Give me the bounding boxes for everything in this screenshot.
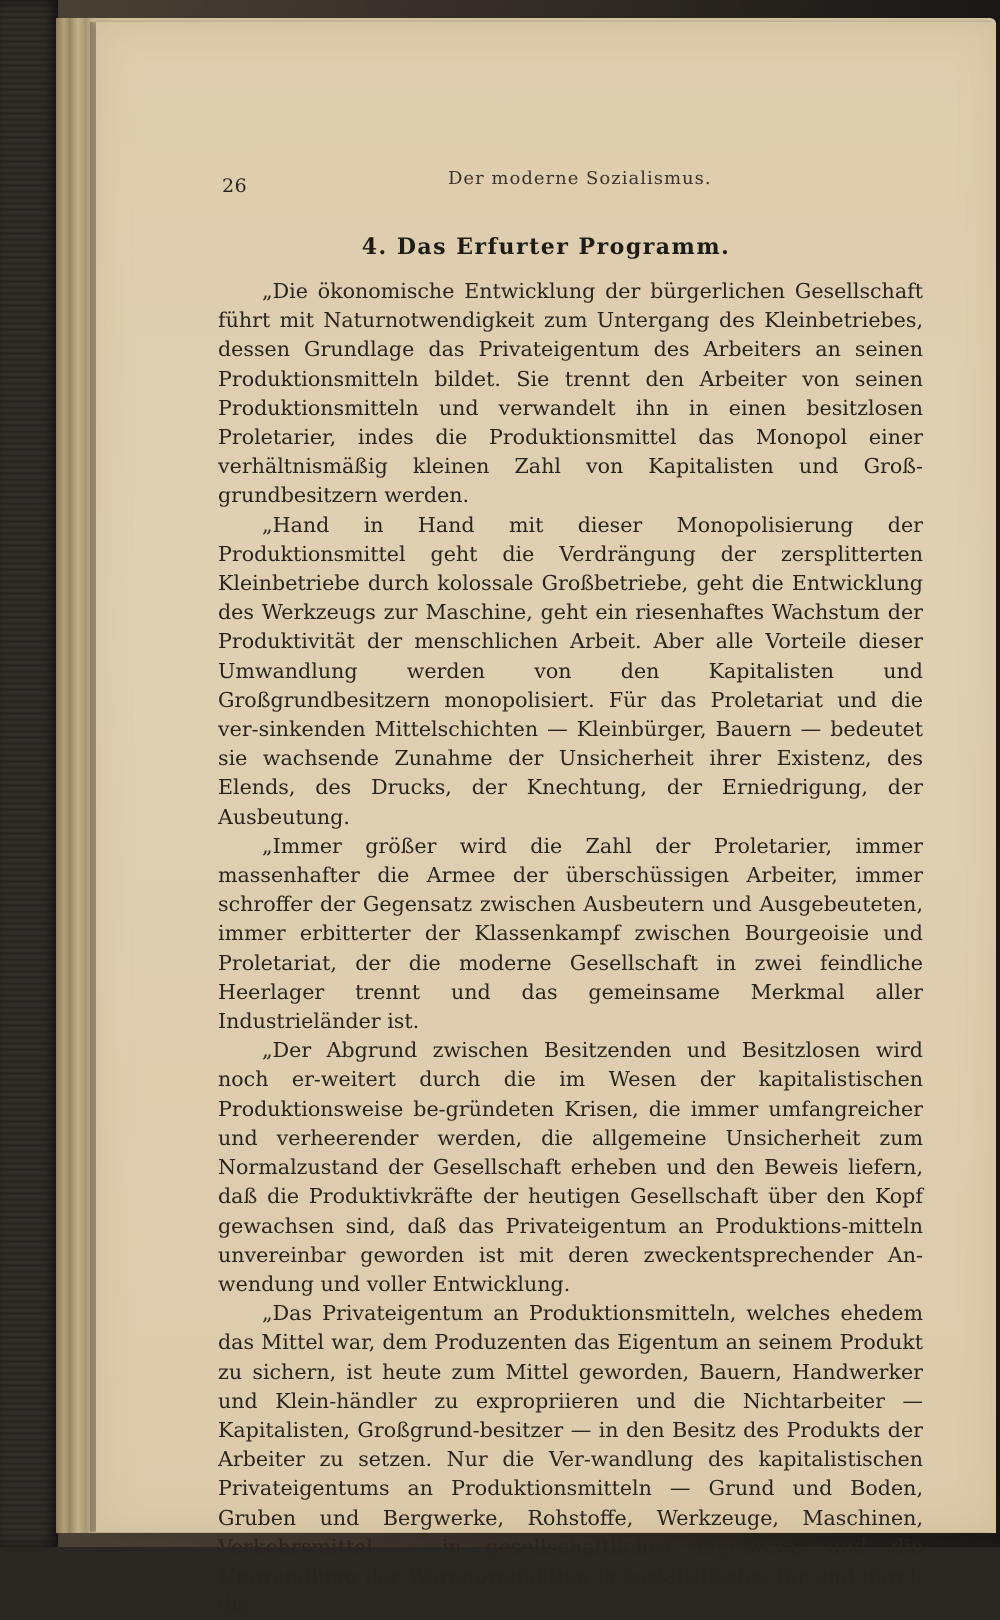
- page-number: 26: [222, 175, 248, 197]
- running-title: Der moderne Sozialismus.: [448, 168, 712, 189]
- paragraph-2: „Hand in Hand mit dieser Monopolisierung der Produktionsmittel geht die Verdrängung der zersplitterten Kleinbetriebe durch kolossale Großbetriebe, geht die Entwicklung des Werkzeugs zur Maschine, geht ein riesenhaftes Wachstum der Produktivität der menschlichen Arbeit. Aber alle Vorteile dieser Umwandlung werden von den Kapitalisten und Großgrundbesitzern monopolisiert. Für das Proletariat und die ver-sinkenden Mittelschichten — Kleinbürger, Bauern — bedeutet sie wachsende Zunahme der Unsicherheit ihrer Existenz, des Elends, des Drucks, der Knechtung, der Erniedrigung, der Ausbeutung.: [218, 512, 923, 829]
- body-text: [218, 277, 923, 1620]
- book-page: [96, 22, 996, 1618]
- paragraph-1: „Die ökonomische Entwicklung der bürgerlichen Gesellschaft führt mit Naturnotwendigkeit zum Untergang des Kleinbetriebes, dessen Grundlage das Privateigentum des Arbeiters an seinen Produktionsmitteln bildet. Sie trennt den Arbeiter von seinen Produktionsmitteln und verwandelt ihn in einen besitzlosen Proletarier, indes die Produktionsmittel das Monopol einer verhältnismäßig kleinen Zahl von Kapitalisten und Groß-grundbesitzern werden.: [218, 279, 923, 508]
- book-binding: [0, 0, 58, 1547]
- paragraph-4: „Der Abgrund zwischen Besitzenden und Besitzlosen wird noch er-weitert durch die im Wesen der kapitalistischen Produktionsweise be-gründeten Krisen, die immer umfangreicher und verheerender werden, die allgemeine Unsicherheit zum Normalzustand der Gesellschaft erheben und den Beweis liefern, daß die Produktivkräfte der heutigen Gesellschaft über den Kopf gewachsen sind, daß das Privateigentum an Produktions-mitteln unvereinbar geworden ist mit deren zweckentsprechender An-wendung und voller Entwicklung.: [218, 1038, 923, 1296]
- paragraph-5: „Das Privateigentum an Produktionsmitteln, welches ehedem das Mittel war, dem Produzenten das Eigentum an seinem Produkt zu sichern, ist heute zum Mittel geworden, Bauern, Handwerker und Klein-händler zu expropriieren und die Nichtarbeiter — Kapitalisten, Großgrund-besitzer — in den Besitz des Produkts der Arbeiter zu setzen. Nur die Ver-wandlung des kapitalistischen Privateigentums an Produktionsmitteln — Grund und Boden, Gruben und Bergwerke, Rohstoffe, Werkzeuge, Maschinen, Verkehrsmittel — in gesellschaftliches Eigentum, und die Umwandlung der Warenproduktion in sozialistische, für und durch die: [218, 1301, 923, 1618]
- paragraph-3: „Immer größer wird die Zahl der Proletarier, immer massenhafter die Armee der überschüssigen Arbeiter, immer schroffer der Gegensatz zwischen Ausbeutern und Ausgebeuteten, immer erbitterter der Klassenkampf zwischen Bourgeoisie und Proletariat, der die moderne Gesellschaft in zwei feindliche Heerlager trennt und das gemeinsame Merkmal aller Industrieländer ist.: [218, 833, 923, 1034]
- section-title: 4. Das Erfurter Programm.: [361, 234, 731, 260]
